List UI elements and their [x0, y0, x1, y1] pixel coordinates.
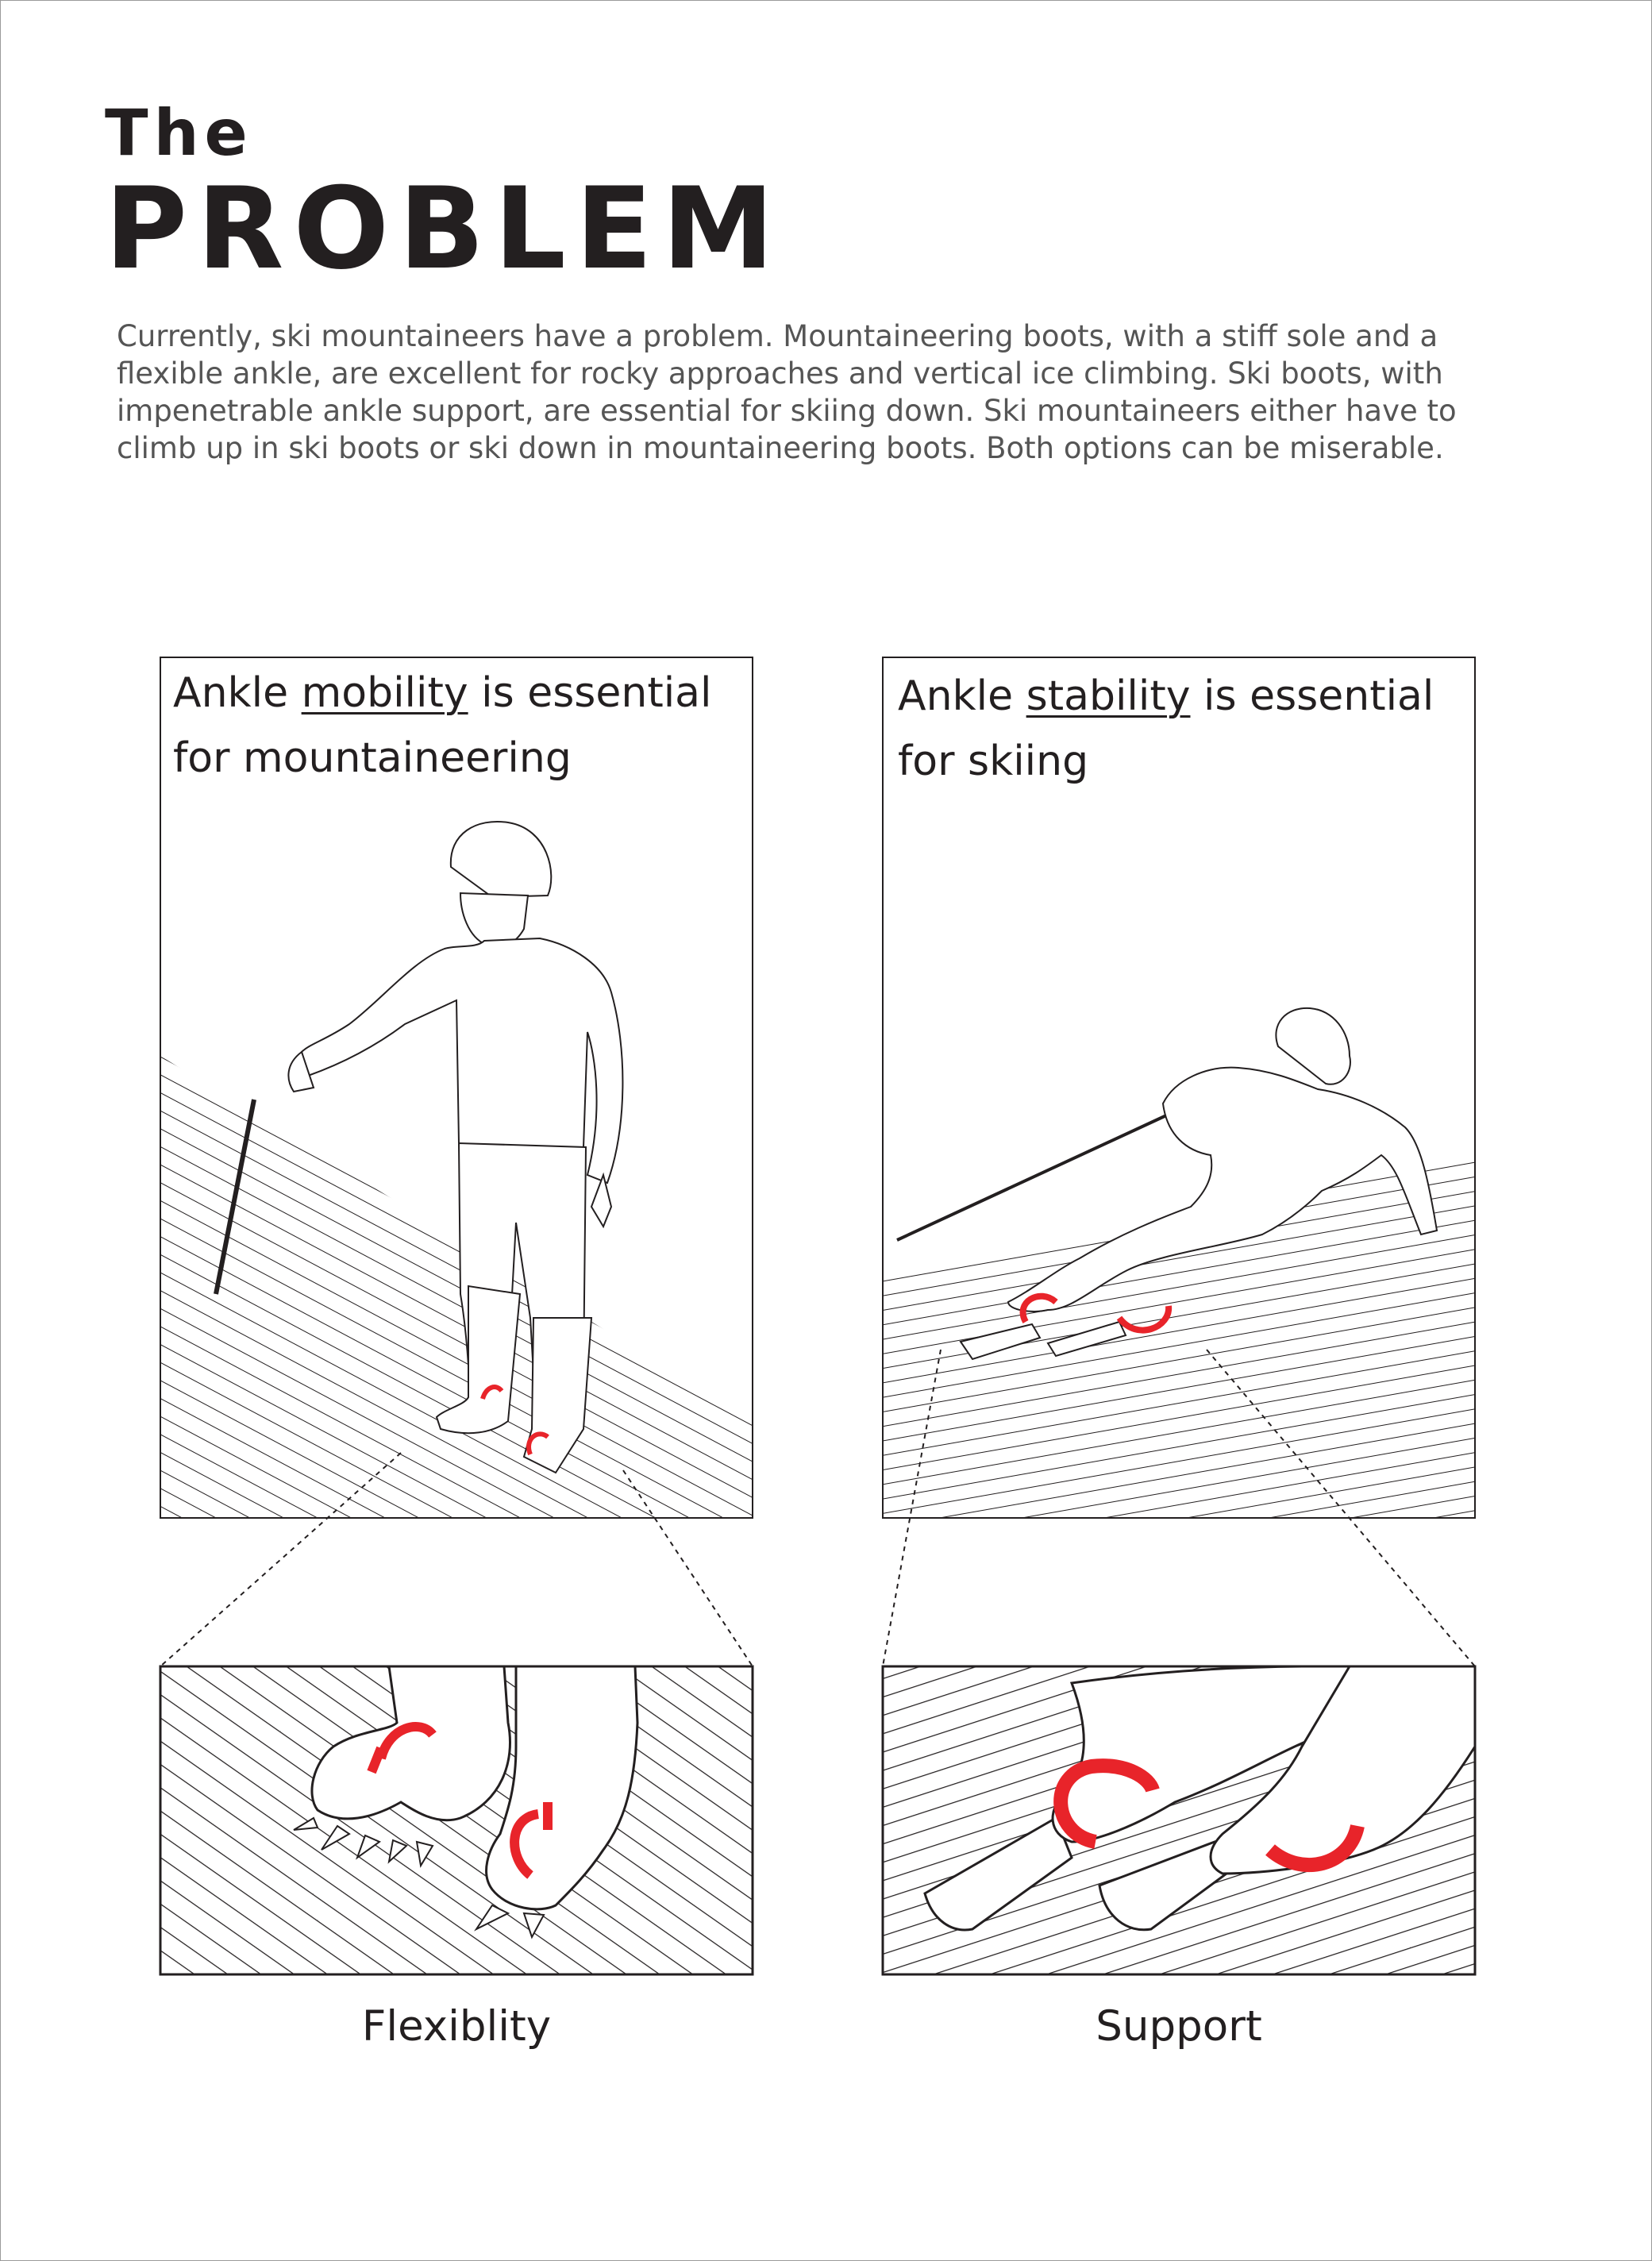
mountaineering-illustration	[160, 822, 753, 1518]
stability-keyword: stability	[1026, 672, 1191, 720]
skiing-heading-post: is essential for skiing	[898, 672, 1434, 785]
flexibility-detail-illustration	[160, 1666, 753, 1974]
skiing-heading	[898, 664, 1485, 794]
skiing-illustration	[883, 1008, 1475, 1518]
support-detail-illustration	[883, 1666, 1475, 1974]
skiing-heading-pre: Ankle	[898, 672, 1026, 720]
mountaineering-heading-pre: Ankle	[173, 669, 302, 717]
mobility-keyword: mobility	[301, 669, 468, 717]
mountaineering-heading-post: is essential for mountaineering	[173, 669, 712, 782]
title-problem: PROBLEM	[105, 164, 784, 295]
support-caption: Support	[1096, 2002, 1262, 2051]
ski-pole	[897, 1111, 1175, 1240]
title-the: The	[105, 96, 253, 170]
mountaineering-heading	[173, 661, 761, 791]
intro-paragraph: Currently, ski mountaineers have a problem. Mountaineering boots, with a stiff sole and a flexible ankle, are excellent for rocky approaches and vertical ice climbing. Ski boots, with impenetrable ankle support, are essential for skiing down. Ski mountaineers either have to climb up in ski boots or ski down in mountaineering boots. Both options can be miserable.	[117, 319, 1457, 465]
flexibility-caption: Flexiblity	[361, 2002, 552, 2051]
